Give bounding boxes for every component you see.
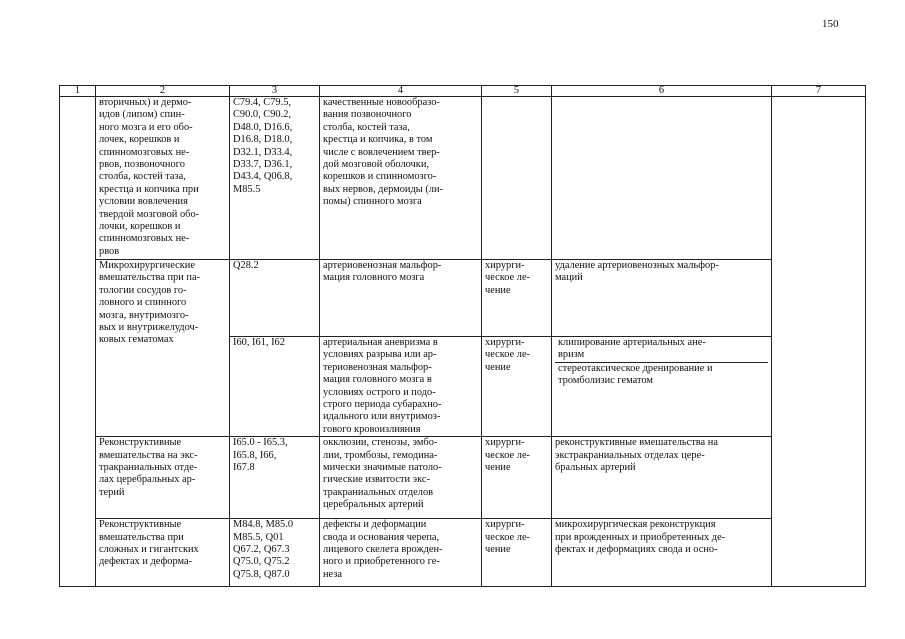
method-cell [552,519,772,587]
col7-cell [772,97,866,587]
table-row [60,260,866,337]
header-col-1: 1 [60,86,96,97]
diagnosis-cell [320,437,482,519]
diagnosis-cell [320,519,482,587]
method-text: удаление артериовенозных мальфор- маций [555,260,719,284]
diagnosis-text: артериовенозная мальфор- мация головного мозга [323,260,442,284]
icd-codes-text: M84.8, M85.0 M85.5, Q01 Q67.2, Q67.3 Q75.0, Q75.2 Q75.8, Q87.0 [233,519,294,580]
method-cell [552,97,772,260]
header-row [60,86,866,97]
icd-codes-cell [230,260,320,337]
diagnosis-text: артериальная аневризма в условиях разрыва или ар- териовенозная мальфор- мация головного мозга в условиях острого и подо- строго периода субарахно- идального или внутримоз- гового кровоизлияния [323,337,442,435]
intervention-text: Реконструктивные вмешательства при сложных и гигантских дефектах и деформа- [99,519,199,568]
method-text: реконструктивные вмешательства на экстракраниальных отделах цере- бральных артерий [555,437,718,474]
icd-codes-cell [230,519,320,587]
treatment-type-text: хирурги- ческое ле- чение [485,260,531,296]
intervention-text: Микрохирургические вмешательства при па- тологии сосудов го- ловного и спинного мозга, внутримозго- вых и внутрижелудоч- ковых гематомах [99,260,201,346]
header-col-3: 3 [230,86,320,97]
header-col-7: 7 [772,86,866,97]
diagnosis-cell [320,97,482,260]
icd-codes-text: C79.4, C79.5, C90.0, C90.2, D48.0, D16.6, D16.8, D18.0, D32.1, D33.4, D33.7, D36.1, D43.4, Q06.8, M85.5 [233,97,293,195]
treatment-type-cell [482,260,552,337]
col1-cell [60,97,96,587]
icd-codes-cell [230,337,320,437]
icd-codes-cell [230,97,320,260]
intervention-cell [96,437,230,519]
diagnosis-text: качественные новообразо- вания позвоночного столба, костей таза, крестца и копчика, в том числе с вовлечением твер- дой мозговой оболочки, корешков и спинномозго- вых нервов, дермоиды (ли- помы) спинного мозга [323,97,443,208]
method-cell [552,437,772,519]
intervention-cell [96,97,230,260]
treatment-type-cell [482,437,552,519]
treatment-type-text: хирурги- ческое ле- чение [485,437,531,474]
header-col-4: 4 [320,86,482,97]
header-col-2: 2 [96,86,230,97]
intervention-text: Реконструктивные вмешательства на экс- тракраниальных отде- лах церебральных ар- терий [99,437,198,498]
header-col-6: 6 [552,86,772,97]
treatment-type-text: хирурги- ческое ле- чение [485,337,531,373]
icd-codes-cell [230,437,320,519]
method-cell [552,260,772,337]
table-row [60,437,866,519]
diagnosis-cell [320,260,482,337]
diagnosis-text: дефекты и деформации свода и основания черепа, лицевого скелета врожден- ного и приобретенного ге- неза [323,519,443,580]
treatment-type-cell [482,337,552,437]
table-row [60,519,866,587]
treatment-table [59,85,866,587]
method-text: микрохирургическая реконструкция при врожденных и приобретенных де- фектах и деформациях свода и осно- [555,519,726,556]
treatment-type-cell [482,97,552,260]
diagnosis-text: окклюзии, стенозы, эмбо- лии, тромбозы, гемодина- мически значимые патоло- гические извитости экс- тракраниальных отделов церебральных артерий [323,437,442,511]
method-text-drainage: стереотаксическое дренирование и тромболизис гематом [558,362,713,387]
icd-codes-text: I65.0 - I65.3, I65.8, I66, I67.8 [233,437,288,474]
header-col-5: 5 [482,86,552,97]
intervention-cell [96,519,230,587]
treatment-type-text: хирурги- ческое ле- чение [485,519,531,556]
method-cell [552,337,772,437]
table-row [60,97,866,260]
treatment-type-cell [482,519,552,587]
icd-codes-text: I60, I61, I62 [233,337,285,348]
intervention-text: вторичных) и дермо- идов (липом) спин- ного мозга и его обо- лочек, корешков и спинномозговых не- рвов, позвоночного столба, костей таза, крестца и копчика при условии вовлечения твердой мозговой обо- лочки, корешков и спинномозговых не- рвов [99,97,200,257]
intervention-cell [96,260,230,437]
icd-codes-text: Q28.2 [233,260,259,271]
diagnosis-cell [320,337,482,437]
page-number: 150 [822,18,839,30]
method-text-clipping: клипирование артериальных ане- вризм [555,337,768,363]
